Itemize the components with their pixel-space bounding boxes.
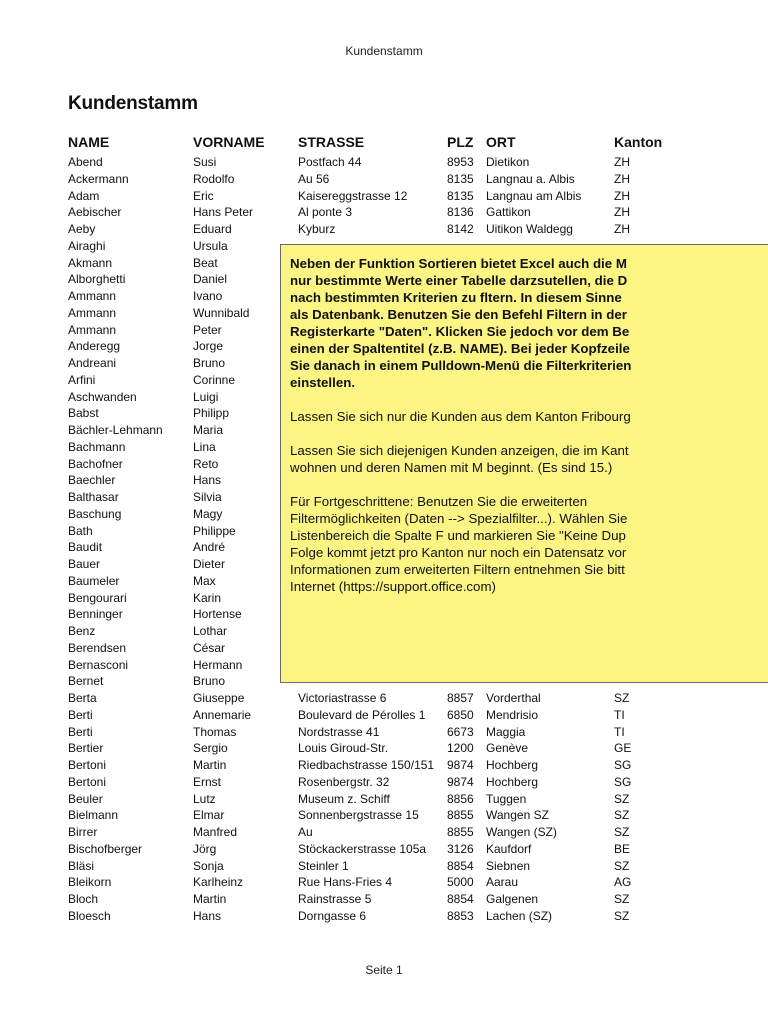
cell-plz: 8136 [447, 205, 474, 220]
cell-strasse: Louis Giroud-Str. [298, 741, 389, 756]
cell-name: Balthasar [68, 490, 119, 504]
cell-kanton: GE [614, 741, 632, 756]
cell-strasse: Museum z. Schiff [298, 791, 390, 806]
cell-vorname: Karin [193, 590, 222, 605]
cell-vorname: Philipp [193, 406, 230, 421]
cell-strasse: Boulevard de Pérolles 1 [298, 707, 426, 722]
cell-name: Airaghi [68, 238, 106, 253]
cell-name: Baumeler [68, 573, 120, 588]
cell-vorname: Maria [193, 423, 224, 437]
cell-strasse: Al ponte 3 [298, 205, 353, 220]
cell-vorname: Jorge [193, 339, 224, 354]
table-row [0, 841, 768, 858]
cell-vorname: Lutz [193, 791, 216, 806]
cell-plz: 8856 [447, 791, 474, 806]
cell-name: Bielmann [68, 808, 119, 823]
cell-kanton: ZH [614, 155, 630, 169]
cell-vorname: Martin [193, 892, 227, 906]
cell-vorname: Giuseppe [193, 691, 245, 705]
cell-name: Anderegg [68, 339, 121, 354]
cell-vorname: Eric [193, 188, 214, 203]
note-intro-line: nach bestimmten Kriterien zu fltern. In diesem Sinne [290, 290, 622, 305]
cell-vorname: Magy [193, 506, 223, 521]
cell-vorname: Hortense [193, 607, 242, 622]
table-row [0, 171, 768, 188]
cell-vorname: Hans [193, 908, 222, 923]
cell-vorname: Luigi [193, 389, 219, 404]
cell-kanton: ZH [614, 188, 630, 203]
cell-plz: 8853 [447, 908, 474, 923]
cell-kanton: SZ [614, 825, 630, 839]
cell-ort: Galgenen [486, 892, 539, 906]
cell-vorname: Wunnibald [193, 305, 250, 320]
table-row [0, 690, 768, 707]
cell-name: Baudit [68, 540, 103, 555]
cell-name: Benz [68, 624, 96, 638]
note-task-fribourg [290, 408, 768, 425]
cell-ort: Hochberg [486, 758, 539, 772]
cell-name: Abend [68, 155, 103, 169]
cell-vorname: Elmar [193, 808, 225, 823]
cell-name: Bleikorn [68, 875, 112, 890]
cell-name: Bertoni [68, 758, 107, 772]
instruction-note [280, 244, 768, 683]
table-row [0, 204, 768, 221]
cell-vorname: Martin [193, 758, 227, 772]
cell-name: Bläsi [68, 858, 95, 873]
cell-vorname: Hans [193, 473, 222, 488]
cell-name: Bloch [68, 892, 99, 906]
column-header-plz: PLZ [447, 134, 474, 150]
cell-name: Bertoni [68, 774, 107, 789]
cell-vorname: Silvia [193, 490, 222, 504]
note-intro-line: einen der Spaltentitel (z.B. NAME). Bei jeder Kopfzeile [290, 341, 630, 356]
cell-plz: 8142 [447, 222, 474, 236]
cell-vorname: Lothar [193, 624, 228, 638]
cell-name: Benninger [68, 607, 123, 622]
note-intro-line: als Datenbank. Benutzen Sie den Befehl Filtern in der [290, 307, 627, 322]
cell-name: Bernasconi [68, 657, 129, 672]
cell-plz: 9874 [447, 758, 474, 772]
cell-kanton: AG [614, 875, 632, 890]
cell-vorname: Bruno [193, 356, 226, 370]
cell-vorname: Ursula [193, 238, 228, 253]
cell-strasse: Kyburz [298, 222, 336, 236]
cell-ort: Aarau [486, 875, 519, 890]
cell-strasse: Rosenbergstr. 32 [298, 774, 390, 789]
cell-vorname: Thomas [193, 724, 237, 739]
table-row [0, 824, 768, 841]
cell-strasse: Steinler 1 [298, 858, 349, 873]
cell-vorname: Hermann [193, 657, 243, 672]
cell-name: Bernet [68, 674, 104, 689]
note-task-line: Internet (https://support.office.com) [290, 579, 496, 594]
cell-vorname: Eduard [193, 222, 232, 236]
cell-vorname: Corinne [193, 372, 236, 387]
cell-vorname: Beat [193, 255, 218, 270]
page-footer: Seite 1 [365, 963, 403, 977]
cell-strasse: Sonnenbergstrasse 15 [298, 808, 419, 823]
page-header: Kundenstamm [345, 44, 423, 58]
cell-name: Bloesch [68, 908, 111, 923]
cell-name: Bertier [68, 741, 104, 756]
note-intro-line: Sie danach in einem Pulldown-Menü die Filterkriterien [290, 358, 632, 373]
cell-plz: 6850 [447, 707, 474, 722]
cell-name: Birrer [68, 825, 98, 839]
cell-name: Ammann [68, 322, 117, 337]
note-intro-paragraph [290, 255, 768, 391]
cell-plz: 8135 [447, 171, 474, 186]
column-header-vorname: VORNAME [193, 134, 265, 150]
cell-ort: Siebnen [486, 858, 531, 873]
note-task-line: Listenbereich die Spalte F und markieren Sie "Keine Dup [290, 528, 626, 543]
cell-kanton: SG [614, 774, 632, 789]
cell-name: Bächler-Lehmann [68, 423, 163, 437]
table-row [0, 740, 768, 757]
table-row [0, 807, 768, 824]
cell-vorname: Daniel [193, 272, 228, 287]
cell-ort: Wangen SZ [486, 808, 549, 823]
cell-plz: 8953 [447, 155, 474, 169]
cell-kanton: SZ [614, 808, 630, 823]
note-task-advanced-filter [290, 493, 768, 595]
cell-ort: Mendrisio [486, 707, 539, 722]
cell-kanton: SZ [614, 908, 630, 923]
cell-name: Ackermann [68, 171, 129, 186]
cell-ort: Tuggen [486, 791, 527, 806]
cell-ort: Uitikon Waldegg [486, 222, 573, 236]
cell-plz: 1200 [447, 741, 474, 756]
column-header-ort: ORT [486, 134, 516, 150]
cell-kanton: SZ [614, 892, 630, 906]
cell-name: Berti [68, 724, 93, 739]
cell-kanton: SZ [614, 791, 630, 806]
cell-plz: 8855 [447, 808, 474, 823]
cell-kanton: SG [614, 758, 632, 772]
cell-name: Bachofner [68, 456, 123, 471]
cell-plz: 8857 [447, 691, 474, 705]
cell-kanton: SZ [614, 858, 630, 873]
cell-vorname: Peter [193, 322, 222, 337]
cell-strasse: Postfach 44 [298, 155, 362, 169]
cell-name: Berti [68, 707, 93, 722]
cell-vorname: Rodolfo [193, 171, 235, 186]
document-title: Kundenstamm [68, 93, 198, 114]
table-row [0, 908, 768, 925]
note-intro-line: nur bestimmte Werte einer Tabelle darzsutellen, die D [290, 273, 628, 288]
cell-strasse: Nordstrasse 41 [298, 724, 380, 739]
cell-plz: 6673 [447, 724, 474, 739]
cell-name: Akmann [68, 255, 113, 270]
cell-plz: 8854 [447, 858, 474, 873]
cell-vorname: Annemarie [193, 707, 252, 722]
cell-name: Aebischer [68, 205, 122, 220]
cell-name: Alborghetti [68, 272, 126, 287]
cell-name: Bath [68, 523, 93, 538]
note-intro-line: einstellen. [290, 375, 356, 390]
cell-ort: Dietikon [486, 155, 530, 169]
cell-name: Bengourari [68, 590, 127, 605]
cell-kanton: BE [614, 841, 631, 856]
table-row [0, 188, 768, 205]
cell-plz: 5000 [447, 875, 474, 890]
table-row [0, 154, 768, 171]
cell-vorname: Max [193, 573, 216, 588]
cell-name: Ammann [68, 305, 117, 320]
cell-ort: Hochberg [486, 774, 539, 789]
note-task-line: Lassen Sie sich nur die Kunden aus dem Kanton Fribourg [290, 409, 631, 424]
cell-vorname: Karlheinz [193, 875, 244, 890]
note-task-line: Für Fortgeschrittene: Benutzen Sie die erweiterten [290, 494, 588, 509]
cell-name: Aschwanden [68, 389, 137, 404]
cell-vorname: Sonja [193, 858, 224, 873]
cell-vorname: Manfred [193, 825, 238, 839]
column-header-kanton: Kanton [614, 134, 663, 150]
table-row [0, 774, 768, 791]
cell-name: Berta [68, 691, 97, 705]
table-row [0, 891, 768, 908]
cell-ort: Kaufdorf [486, 841, 532, 856]
cell-vorname: Ernst [193, 774, 222, 789]
note-task-line: Filtermöglichkeiten (Daten --> Spezialfilter...). Wählen Sie [290, 511, 628, 526]
table-row [0, 724, 768, 741]
cell-vorname: Lina [193, 439, 216, 454]
cell-name: Adam [68, 188, 100, 203]
cell-strasse: Au 56 [298, 171, 330, 186]
note-task-line: wohnen und deren Namen mit M beginnt. (Es sind 15.) [290, 460, 613, 475]
cell-plz: 3126 [447, 841, 474, 856]
cell-ort: Genève [486, 741, 529, 756]
cell-ort: Maggia [486, 724, 526, 739]
table-header-row [0, 134, 768, 154]
cell-name: Bachmann [68, 439, 126, 454]
cell-plz: 9874 [447, 774, 474, 789]
cell-vorname: André [193, 540, 226, 555]
cell-strasse: Au [298, 825, 313, 839]
cell-vorname: Dieter [193, 557, 226, 571]
cell-vorname: Jörg [193, 841, 217, 856]
table-row [0, 707, 768, 724]
cell-name: Ammann [68, 289, 117, 303]
cell-strasse: Stöckackerstrasse 105a [298, 841, 427, 856]
table-row [0, 221, 768, 238]
note-task-line: Lassen Sie sich diejenigen Kunden anzeigen, die im Kant [290, 443, 629, 458]
cell-name: Berendsen [68, 640, 127, 655]
cell-strasse: Dorngasse 6 [298, 908, 367, 923]
table-row [0, 757, 768, 774]
cell-kanton: ZH [614, 205, 630, 220]
cell-kanton: TI [614, 724, 625, 739]
cell-kanton: TI [614, 707, 625, 722]
cell-name: Aeby [68, 222, 96, 236]
table-row [0, 858, 768, 875]
note-task-m-names [290, 442, 768, 476]
cell-ort: Langnau am Albis [486, 188, 582, 203]
cell-kanton: ZH [614, 171, 630, 186]
cell-ort: Lachen (SZ) [486, 908, 553, 923]
cell-name: Arfini [68, 372, 96, 387]
cell-strasse: Rue Hans-Fries 4 [298, 875, 393, 890]
cell-strasse: Rainstrasse 5 [298, 892, 372, 906]
cell-ort: Gattikon [486, 205, 531, 220]
cell-name: Babst [68, 406, 99, 421]
column-header-strasse: STRASSE [298, 134, 365, 150]
cell-ort: Wangen (SZ) [486, 825, 557, 839]
note-intro-line: Neben der Funktion Sortieren bietet Excel auch die M [290, 256, 627, 271]
cell-strasse: Victoriastrasse 6 [298, 691, 387, 705]
cell-vorname: Ivano [193, 289, 223, 303]
cell-name: Andreani [68, 356, 117, 370]
cell-name: Bischofberger [68, 841, 143, 856]
cell-vorname: Philippe [193, 523, 236, 538]
note-task-line: Informationen zum erweiterten Filtern entnehmen Sie bitt [290, 562, 625, 577]
cell-ort: Vorderthal [486, 691, 541, 705]
cell-plz: 8854 [447, 892, 474, 906]
cell-ort: Langnau a. Albis [486, 171, 575, 186]
cell-strasse: Riedbachstrasse 150/151 [298, 758, 435, 772]
cell-vorname: Reto [193, 456, 219, 471]
cell-vorname: Susi [193, 155, 217, 169]
cell-plz: 8135 [447, 188, 474, 203]
cell-name: Baechler [68, 473, 116, 488]
cell-kanton: SZ [614, 691, 630, 705]
cell-vorname: Bruno [193, 674, 226, 689]
cell-strasse: Kaisereggstrasse 12 [298, 188, 408, 203]
note-task-line: Folge kommt jetzt pro Kanton nur noch ein Datensatz vor [290, 545, 627, 560]
table-row [0, 874, 768, 891]
cell-vorname: César [193, 640, 226, 655]
cell-name: Baschung [68, 506, 122, 521]
cell-vorname: Sergio [193, 741, 228, 756]
cell-name: Beuler [68, 791, 103, 806]
note-intro-line: Registerkarte "Daten". Klicken Sie jedoch vor dem Be [290, 324, 630, 339]
cell-kanton: ZH [614, 222, 630, 236]
cell-plz: 8855 [447, 825, 474, 839]
column-header-name: NAME [68, 134, 110, 150]
cell-vorname: Hans Peter [193, 205, 254, 220]
table-row [0, 791, 768, 808]
cell-name: Bauer [68, 557, 101, 571]
